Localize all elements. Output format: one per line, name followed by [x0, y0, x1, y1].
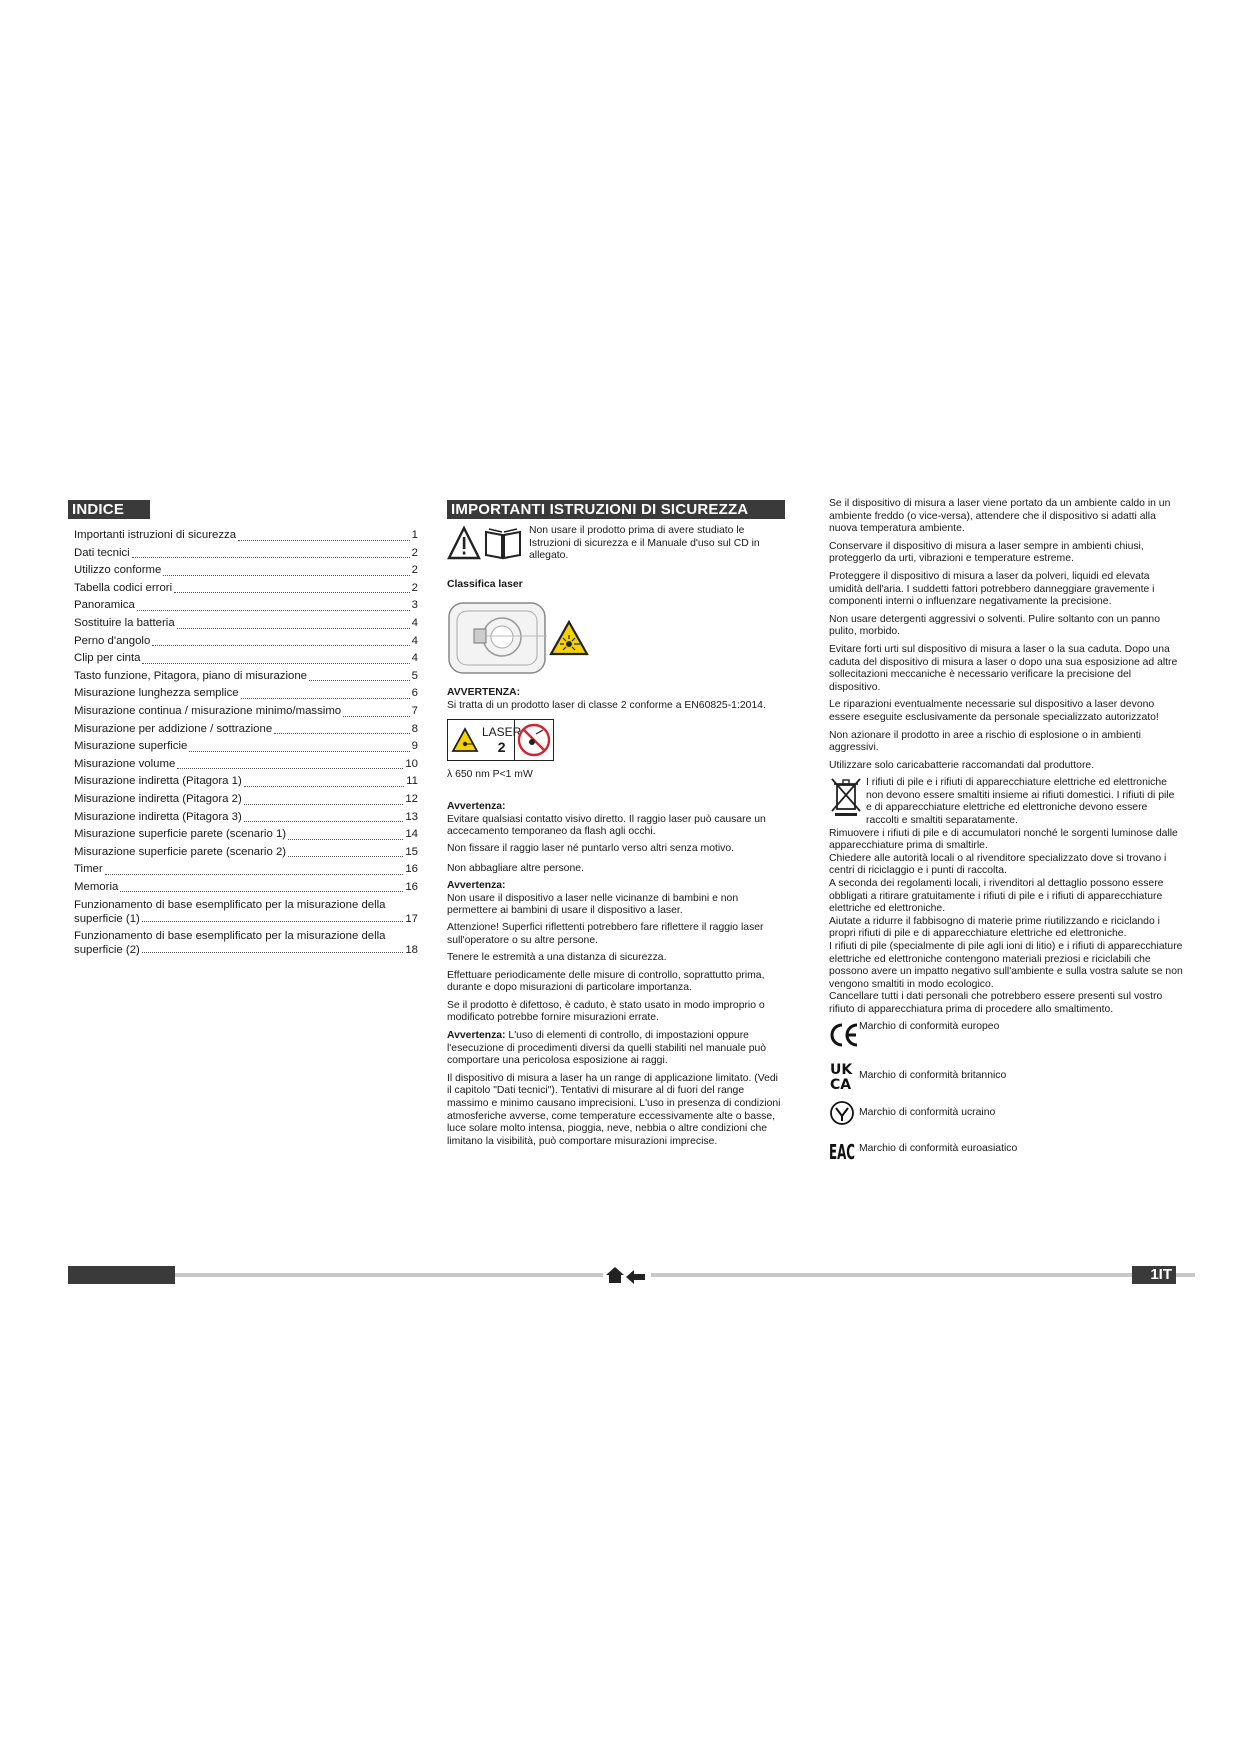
mark-eac: [829, 1131, 1183, 1167]
toc-item[interactable]: [74, 929, 418, 957]
toc-item[interactable]: [74, 580, 418, 598]
toc-item-page: 4: [411, 616, 418, 629]
toc-item-label: Tabella codici errori: [74, 581, 173, 594]
toc-item-label-cont: superficie (1): [74, 913, 140, 926]
avvertenza-2-text: Non usare il dispositivo a laser nelle vicinanze di bambini e non permettere ai bambini di usare il dispositivo a laser.: [447, 892, 739, 917]
home-back-nav[interactable]: [603, 1264, 651, 1286]
toc-item-label: Clip per cinta: [74, 652, 141, 665]
toc-item-label: Importanti istruzioni di sicurezza: [74, 529, 237, 541]
mark-ukca-label: Marchio di conformità britannico: [859, 1070, 1007, 1082]
para-temperatura: Se il dispositivo di misura a laser viene portato da un ambiente caldo in un ambiente freddo (o vice-versa), attendere che il dispositivo si adatti alla nuova temperatura ambiente.: [829, 498, 1171, 535]
toc-item-page: 8: [411, 722, 418, 735]
safety-column: [447, 500, 785, 1153]
mark-ukca: [829, 1057, 1183, 1095]
toc-item-label: Misurazione volume: [74, 757, 176, 770]
svg-text:CA: CA: [830, 1076, 852, 1093]
toc-item[interactable]: [74, 703, 418, 721]
weee-block: [829, 777, 1183, 827]
toc-item-label-cont: superficie (2): [74, 944, 140, 957]
toc-item[interactable]: [74, 898, 418, 926]
toc-item[interactable]: [74, 685, 418, 703]
device-figure: [447, 599, 785, 677]
toc-item[interactable]: [74, 633, 418, 651]
toc-item-page: 4: [411, 634, 418, 647]
para-riparazioni: Le riparazioni eventualmente necessarie sul dispositivo a laser devono essere eseguite esclusivamente da personale specializzato autorizzato!: [829, 699, 1159, 723]
avvertenza-caps: AVVERTENZA:: [447, 687, 521, 699]
mark-ce: [829, 1021, 1183, 1057]
intro-row: [447, 525, 785, 563]
toc-item-page: 16: [405, 880, 418, 893]
para-tenere: Tenere le estremità a una distanza di sicurezza.: [447, 952, 667, 964]
toc-item-page: 2: [411, 581, 418, 594]
toc-item-label: Utilizzo conforme: [74, 564, 162, 577]
laser-spec: λ 650 nm P<1 mW: [447, 768, 533, 780]
laser-label-text: LASER: [482, 724, 522, 739]
para-attenzione: Attenzione! Superfici riflettenti potrebbero fare riflettere il raggio laser sull'operatore o su altre persone.: [447, 921, 764, 946]
toc-item-page: 11: [406, 775, 418, 788]
avvertenza-3-text: L'uso di elementi di controllo, di impostazioni oppure l'esecuzione di procedimenti diversi da quelli stabiliti nel manuale può comportare una pericolosa esposizione ai raggi.: [447, 1030, 767, 1067]
toc-item-page: 17: [405, 913, 418, 926]
toc-item-label: Panoramica: [74, 599, 135, 612]
toc-item[interactable]: [74, 879, 418, 897]
mark-eac-label: Marchio di conformità euroasiatico: [859, 1143, 1018, 1155]
para-urti: Evitare forti urti sul dispositivo di misura a laser o la sua caduta. Dopo una caduta del dispositivo di misura a laser o dopo una sua esposizione ad altre sollecitazioni meccaniche è necessario verificare la precisione del dispositivo.: [829, 643, 1178, 693]
care-disposal-column: [829, 498, 1183, 1167]
avvertenza-1-text: Evitare qualsiasi contatto visivo diretto. Il raggio laser può causare un accecamento temporaneo da flash agli occhi.: [447, 813, 766, 838]
laser-label-warning-icon: [451, 727, 479, 753]
device-front-illustration: [447, 599, 547, 677]
toc-item-label: Funzionamento di base esemplificato per la misurazione della: [74, 930, 386, 943]
safety-intro-text: Non usare il prodotto prima di avere studiato le Istruzioni di sicurezza e il Manuale d'uso sul CD in allegato.: [529, 525, 760, 562]
manual-book-icon: [483, 526, 523, 560]
eac-mark-icon: [829, 1135, 859, 1163]
toc-item[interactable]: [74, 738, 418, 756]
para-effettuare: Effettuare periodicamente delle misure di controllo, soprattutto prima, durante e dopo misurazioni di particolare importanza.: [447, 969, 765, 994]
no-stare-icon: [515, 720, 553, 760]
toc-item[interactable]: [74, 826, 418, 844]
toc-item[interactable]: [74, 562, 418, 580]
toc-item[interactable]: [74, 615, 418, 633]
toc-item-label: Misurazione lunghezza semplice: [74, 687, 239, 700]
toc-list: [74, 527, 418, 957]
toc-item-page: 6: [411, 687, 418, 700]
toc-item[interactable]: [74, 844, 418, 862]
svg-text:EAC: EAC: [829, 1139, 855, 1164]
toc-item-label: Tasto funzione, Pitagora, piano di misurazione: [74, 669, 308, 682]
toc-item-page: 4: [411, 652, 418, 665]
toc-item[interactable]: [74, 809, 418, 827]
para-non-abbagliare: Non abbagliare altre persone.: [447, 862, 584, 874]
warning-manual-icons: [447, 525, 525, 561]
toc-item-label: Dati tecnici: [74, 546, 130, 559]
toc-item-page: 9: [411, 740, 418, 753]
safety-title: IMPORTANTI ISTRUZIONI DI SICUREZZA: [447, 500, 785, 519]
avvertenza-3-title: Avvertenza:: [447, 1030, 506, 1042]
toc-item-page: 7: [411, 704, 418, 717]
toc-item-label: Misurazione superficie: [74, 740, 188, 753]
laser-class-label: [447, 719, 785, 761]
toc-item[interactable]: [74, 791, 418, 809]
back-arrow-icon: [626, 1270, 645, 1284]
mark-ua: [829, 1095, 1183, 1131]
toc-item[interactable]: [74, 545, 418, 563]
toc-item[interactable]: [74, 650, 418, 668]
toc-item-page: 15: [405, 845, 418, 858]
toc-item[interactable]: [74, 721, 418, 739]
toc-item-label: Misurazione indiretta (Pitagora 3): [74, 810, 242, 823]
laser-warning-icon: [549, 620, 589, 656]
weee-text: I rifiuti di pile e i rifiuti di apparecchiature elettriche ed elettroniche non devono essere smaltiti insieme ai rifiuti domestici. I rifiuti di pile e di apparecchiature elettriche ed elettroniche devono essere raccolti e smaltiti separatamente.: [866, 777, 1175, 827]
para-pile-litio: I rifiuti di pile (specialmente di pile agli ioni di litio) e i rifiuti di apparecchiature elettriche ed elettroniche contengono materiali preziosi e riciclabili che possono avere un impatto negativo sull'ambiente e sulla vostra salute se non vengono smaltiti in modo ecologico.: [829, 941, 1183, 990]
toc-title: INDICE: [68, 500, 150, 519]
toc-item[interactable]: [74, 756, 418, 774]
toc-item[interactable]: [74, 527, 418, 545]
toc-item-page: 16: [405, 863, 418, 876]
para-esplosione: Non azionare il prodotto in aree a rischio di esplosione o in ambienti aggressivi.: [829, 729, 1141, 754]
para-aiutate: Aiutate a ridurre il fabbisogno di materie prime riutilizzando e riciclando i propri rifiuti di pile e di apparecchiature elettriche ed elettroniche.: [829, 915, 1160, 940]
para-range: Il dispositivo di misura a laser ha un range di applicazione limitato. (Vedi il capitolo "Dati tecnici"). Tentativi di misurare al di fuori del range massimo e minimo causano imprecisioni. L'uso in presenza di condizioni atmosferiche avverse, come temperature eccessivamente alte o basse, luce solare molto intensa, pioggia, neve, nebbia o altre condizioni che limitano la visibilità, può comportare misurazioni imprecise.: [447, 1072, 781, 1147]
toc-item-label: Misurazione indiretta (Pitagora 2): [74, 792, 242, 805]
toc-item-label: Misurazione superficie parete (scenario 2): [74, 845, 287, 858]
toc-item-label: Perno d'angolo: [74, 634, 151, 647]
toc-item-page: 18: [405, 944, 418, 957]
toc-column: [68, 500, 418, 960]
toc-item-label: Misurazione superficie parete (scenario 1): [74, 828, 287, 841]
avvertenza-2-title: Avvertenza:: [447, 880, 506, 892]
toc-item-page: 5: [411, 669, 418, 682]
laser-label-class: 2: [497, 738, 506, 755]
para-regolamenti: A seconda dei regolamenti locali, i rivenditori al dettaglio possono essere obbligati a ritirare gratuitamente i rifiuti di pile e i rifiuti di apparecchiature elettriche ed elettroniche.: [829, 878, 1164, 915]
toc-item[interactable]: [74, 861, 418, 879]
ua-mark-icon: [829, 1099, 859, 1127]
toc-item-page: 14: [405, 828, 418, 841]
toc-item[interactable]: [74, 668, 418, 686]
avvertenza-1-title: Avvertenza:: [447, 801, 506, 813]
toc-item-label: Memoria: [74, 880, 119, 893]
toc-item[interactable]: [74, 773, 418, 791]
toc-item-label: Misurazione per addizione / sottrazione: [74, 722, 273, 735]
laser-class-heading: Classifica laser: [447, 578, 523, 590]
toc-item-page: 2: [411, 546, 418, 559]
toc-item[interactable]: [74, 597, 418, 615]
para-difettoso: Se il prodotto è difettoso, è caduto, è stato usato in modo improprio o modificato potrebbe fornire misurazioni errate.: [447, 999, 765, 1024]
para-conservare: Conservare il dispositivo di misura a laser sempre in ambienti chiusi, proteggerlo da urti, vibrazioni e temperature estreme.: [829, 540, 1144, 565]
mark-ua-label: Marchio di conformità ucraino: [859, 1107, 996, 1119]
para-cancellare: Cancellare tutti i dati personali che potrebbero essere presenti sul vostro rifiuto di apparecchiatura prima di procedere allo smaltimento.: [829, 991, 1163, 1015]
para-caricabatterie: Utilizzare solo caricabatterie raccomandati dal produttore.: [829, 759, 1095, 771]
para-proteggere: Proteggere il dispositivo di misura a laser da polveri, liquidi ed elevata umidità dell'aria. I suddetti fattori potrebbero danneggiare gravemente i componenti interni o influenzare negativamente la precisione.: [829, 570, 1155, 608]
page-footer: [68, 1266, 1176, 1284]
toc-item-label: Timer: [74, 863, 103, 876]
laser-class-text: Si tratta di un prodotto laser di classe 2 conforme a EN60825-1:2014.: [447, 699, 766, 711]
toc-item-label: Misurazione continua / misurazione minimo/massimo: [74, 704, 342, 717]
toc-item-page: 13: [405, 810, 418, 823]
page-number: 1IT: [1132, 1266, 1176, 1284]
mark-ce-label: Marchio di conformità europeo: [859, 1020, 1000, 1032]
toc-item-page: 2: [411, 564, 418, 577]
ce-mark-icon: [829, 1021, 859, 1049]
toc-item-label: Funzionamento di base esemplificato per la misurazione della: [74, 899, 386, 912]
svg-text:UK: UK: [830, 1061, 853, 1078]
avvertenza-3: [447, 1030, 785, 1068]
toc-item-page: 1: [411, 529, 418, 541]
toc-item-label: Sostituire la batteria: [74, 616, 175, 629]
toc-item-label: Misurazione indiretta (Pitagora 1): [74, 775, 242, 788]
weee-bin-icon: [829, 777, 863, 817]
toc-item-page: 10: [405, 757, 418, 770]
home-icon: [606, 1267, 624, 1283]
toc-item-page: 3: [411, 599, 418, 612]
ukca-mark-icon: [829, 1061, 859, 1091]
para-rimuovere: Rimuovere i rifiuti di pile e di accumulatori nonché le sorgenti luminose dalle apparecchiature prima di smaltirle.: [829, 827, 1178, 852]
para-chiedere: Chiedere alle autorità locali o al rivenditore specializzato dove si trovano i centri di riciclaggio e i punti di raccolta.: [829, 852, 1167, 877]
para-detergenti: Non usare detergenti aggressivi o solventi. Pulire soltanto con un panno pulito, morbido.: [829, 613, 1160, 638]
toc-item-page: 12: [405, 792, 418, 805]
para-non-fissare: Non fissare il raggio laser né puntarlo verso altri senza motivo.: [447, 842, 735, 854]
